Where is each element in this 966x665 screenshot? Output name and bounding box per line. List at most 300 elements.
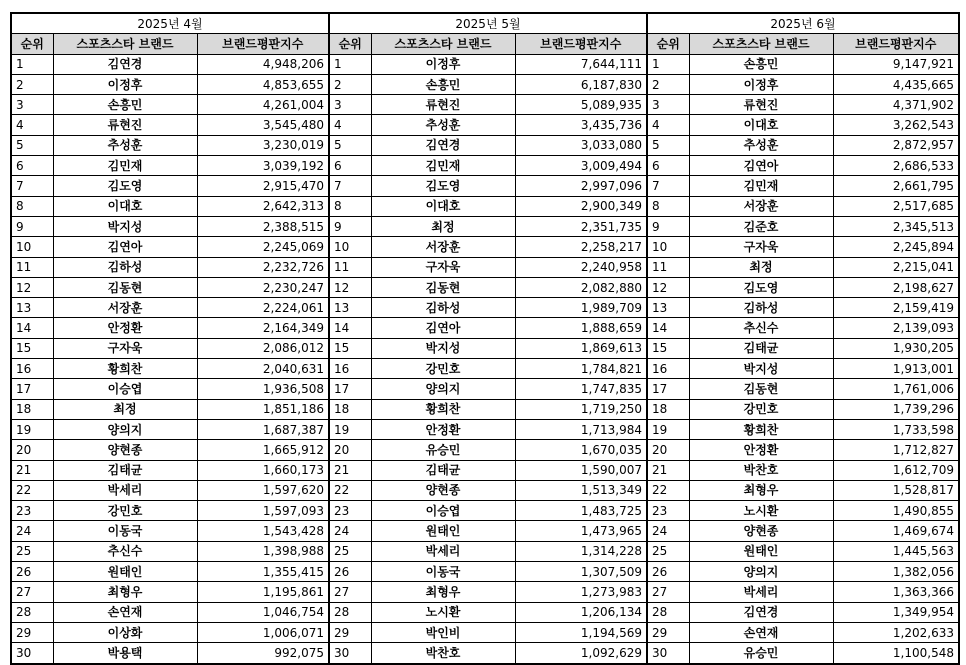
brand-index-cell: 1,528,817	[833, 480, 959, 500]
rank-header: 순위	[329, 34, 371, 54]
index-header: 브랜드평판지수	[197, 34, 329, 54]
brand-index-cell: 2,997,096	[515, 176, 647, 196]
brand-index-cell: 1,851,186	[197, 399, 329, 419]
rank-cell: 6	[329, 156, 371, 176]
brand-name-cell: 이정후	[689, 74, 833, 94]
brand-index-cell: 1,513,349	[515, 480, 647, 500]
brand-index-cell: 1,888,659	[515, 318, 647, 338]
rank-cell: 3	[329, 95, 371, 115]
brand-index-cell: 4,261,004	[197, 95, 329, 115]
rank-cell: 16	[329, 359, 371, 379]
brand-name-cell: 박찬호	[689, 460, 833, 480]
brand-index-cell: 1,913,001	[833, 359, 959, 379]
brand-index-cell: 1,739,296	[833, 399, 959, 419]
rank-cell: 30	[329, 643, 371, 664]
brand-name-cell: 김태균	[53, 460, 197, 480]
table-row	[11, 115, 959, 135]
brand-index-cell: 1,719,250	[515, 399, 647, 419]
rank-cell: 10	[647, 237, 689, 257]
brand-index-cell: 1,665,912	[197, 440, 329, 460]
brand-index-cell: 1,046,754	[197, 602, 329, 622]
rank-cell: 8	[647, 196, 689, 216]
brand-index-cell: 2,224,061	[197, 298, 329, 318]
rank-cell: 17	[647, 379, 689, 399]
table-row	[11, 419, 959, 439]
rank-cell: 29	[11, 622, 53, 642]
rank-cell: 9	[647, 216, 689, 236]
brand-name-cell: 박지성	[371, 338, 515, 358]
brand-name-cell: 안정환	[689, 440, 833, 460]
rank-cell: 17	[11, 379, 53, 399]
brand-name-cell: 추성훈	[371, 115, 515, 135]
rank-cell: 11	[329, 257, 371, 277]
rank-cell: 21	[11, 460, 53, 480]
brand-name-cell: 원태인	[689, 541, 833, 561]
brand-name-cell: 김도영	[689, 277, 833, 297]
brand-index-cell: 1,307,509	[515, 562, 647, 582]
brand-name-cell: 김하성	[53, 257, 197, 277]
brand-name-cell: 강민호	[53, 501, 197, 521]
brand-index-cell: 3,545,480	[197, 115, 329, 135]
rank-cell: 22	[11, 480, 53, 500]
column-header-row	[11, 34, 959, 54]
rank-cell: 19	[329, 419, 371, 439]
table-row	[11, 176, 959, 196]
brand-name-cell: 박세리	[371, 541, 515, 561]
brand-index-cell: 1,092,629	[515, 643, 647, 664]
brand-index-cell: 1,100,548	[833, 643, 959, 664]
rank-cell: 16	[647, 359, 689, 379]
brand-index-cell: 2,351,735	[515, 216, 647, 236]
rank-cell: 8	[329, 196, 371, 216]
brand-index-cell: 1,747,835	[515, 379, 647, 399]
brand-name-cell: 추성훈	[689, 135, 833, 155]
table-row	[11, 582, 959, 602]
brand-index-cell: 1,713,984	[515, 419, 647, 439]
rank-cell: 14	[11, 318, 53, 338]
rank-cell: 2	[647, 74, 689, 94]
brand-index-cell: 1,273,983	[515, 582, 647, 602]
table-row	[11, 460, 959, 480]
brand-name-cell: 안정환	[371, 419, 515, 439]
brand-index-cell: 2,139,093	[833, 318, 959, 338]
brand-index-cell: 1,733,598	[833, 419, 959, 439]
brand-header: 스포츠스타 브랜드	[371, 34, 515, 54]
brand-name-cell: 최정	[371, 216, 515, 236]
rank-cell: 21	[329, 460, 371, 480]
brand-index-cell: 1,597,093	[197, 501, 329, 521]
brand-index-cell: 2,642,313	[197, 196, 329, 216]
brand-name-cell: 김연아	[371, 318, 515, 338]
brand-index-cell: 1,712,827	[833, 440, 959, 460]
brand-index-cell: 2,388,515	[197, 216, 329, 236]
brand-index-cell: 1,349,954	[833, 602, 959, 622]
brand-name-cell: 박세리	[689, 582, 833, 602]
brand-index-cell: 3,262,543	[833, 115, 959, 135]
rank-cell: 9	[329, 216, 371, 236]
brand-index-cell: 6,187,830	[515, 74, 647, 94]
brand-index-cell: 1,989,709	[515, 298, 647, 318]
brand-index-cell: 2,159,419	[833, 298, 959, 318]
table-row	[11, 135, 959, 155]
brand-name-cell: 김도영	[53, 176, 197, 196]
rank-cell: 28	[329, 602, 371, 622]
brand-name-cell: 손흥민	[371, 74, 515, 94]
brand-name-cell: 이동국	[371, 562, 515, 582]
brand-index-cell: 1,398,988	[197, 541, 329, 561]
rank-header: 순위	[11, 34, 53, 54]
brand-index-cell: 1,202,633	[833, 622, 959, 642]
table-row	[11, 216, 959, 236]
rank-cell: 24	[329, 521, 371, 541]
rank-cell: 12	[11, 277, 53, 297]
brand-name-cell: 박인비	[371, 622, 515, 642]
brand-index-cell: 4,948,206	[197, 54, 329, 74]
brand-index-cell: 2,661,795	[833, 176, 959, 196]
brand-name-cell: 구자욱	[371, 257, 515, 277]
brand-index-cell: 3,039,192	[197, 156, 329, 176]
period-may: 2025년 5월	[329, 13, 647, 34]
table-row	[11, 379, 959, 399]
brand-name-cell: 김민재	[689, 176, 833, 196]
brand-index-cell: 1,483,725	[515, 501, 647, 521]
rank-cell: 25	[11, 541, 53, 561]
table-row	[11, 196, 959, 216]
brand-index-cell: 1,473,965	[515, 521, 647, 541]
table-row	[11, 440, 959, 460]
table-row	[11, 156, 959, 176]
table-row	[11, 521, 959, 541]
brand-header: 스포츠스타 브랜드	[689, 34, 833, 54]
brand-index-cell: 2,245,894	[833, 237, 959, 257]
brand-index-cell: 5,089,935	[515, 95, 647, 115]
brand-name-cell: 서장훈	[53, 298, 197, 318]
brand-reputation-table	[10, 12, 960, 665]
brand-header: 스포츠스타 브랜드	[53, 34, 197, 54]
rank-cell: 7	[647, 176, 689, 196]
rank-cell: 18	[647, 399, 689, 419]
brand-name-cell: 손연재	[53, 602, 197, 622]
rank-cell: 28	[647, 602, 689, 622]
rank-cell: 4	[329, 115, 371, 135]
brand-name-cell: 김동현	[371, 277, 515, 297]
rank-header: 순위	[647, 34, 689, 54]
rank-cell: 5	[11, 135, 53, 155]
table-row	[11, 399, 959, 419]
rank-cell: 2	[11, 74, 53, 94]
rank-cell: 27	[11, 582, 53, 602]
brand-index-cell: 2,900,349	[515, 196, 647, 216]
brand-name-cell: 김동현	[53, 277, 197, 297]
brand-index-cell: 2,686,533	[833, 156, 959, 176]
rank-cell: 12	[329, 277, 371, 297]
brand-name-cell: 박용택	[53, 643, 197, 664]
brand-name-cell: 원태인	[371, 521, 515, 541]
rank-cell: 7	[11, 176, 53, 196]
brand-name-cell: 양현종	[371, 480, 515, 500]
rank-cell: 29	[329, 622, 371, 642]
brand-name-cell: 서장훈	[689, 196, 833, 216]
brand-name-cell: 강민호	[371, 359, 515, 379]
brand-name-cell: 이승엽	[53, 379, 197, 399]
period-april: 2025년 4월	[11, 13, 329, 34]
table-row	[11, 338, 959, 358]
brand-index-cell: 1,687,387	[197, 419, 329, 439]
brand-index-cell: 1,660,173	[197, 460, 329, 480]
rank-cell: 14	[329, 318, 371, 338]
table-row	[11, 622, 959, 642]
rank-cell: 11	[647, 257, 689, 277]
period-june: 2025년 6월	[647, 13, 959, 34]
rank-cell: 28	[11, 602, 53, 622]
table-row	[11, 237, 959, 257]
rank-cell: 24	[11, 521, 53, 541]
table-row	[11, 480, 959, 500]
index-header: 브랜드평판지수	[515, 34, 647, 54]
table-row	[11, 54, 959, 74]
brand-index-cell: 2,198,627	[833, 277, 959, 297]
brand-index-cell: 4,371,902	[833, 95, 959, 115]
rank-cell: 10	[11, 237, 53, 257]
brand-name-cell: 추신수	[689, 318, 833, 338]
brand-index-cell: 1,670,035	[515, 440, 647, 460]
ranking-rows	[11, 54, 959, 663]
brand-index-cell: 7,644,111	[515, 54, 647, 74]
brand-index-cell: 1,314,228	[515, 541, 647, 561]
brand-name-cell: 최정	[689, 257, 833, 277]
rank-cell: 20	[11, 440, 53, 460]
rank-cell: 29	[647, 622, 689, 642]
rank-cell: 2	[329, 74, 371, 94]
rank-cell: 5	[647, 135, 689, 155]
brand-index-cell: 1,382,056	[833, 562, 959, 582]
brand-name-cell: 최정	[53, 399, 197, 419]
brand-name-cell: 김연경	[689, 602, 833, 622]
rank-cell: 16	[11, 359, 53, 379]
brand-name-cell: 양현종	[53, 440, 197, 460]
brand-name-cell: 손연재	[689, 622, 833, 642]
index-header: 브랜드평판지수	[833, 34, 959, 54]
rank-cell: 26	[329, 562, 371, 582]
rank-cell: 25	[329, 541, 371, 561]
brand-index-cell: 1,597,620	[197, 480, 329, 500]
brand-name-cell: 손흥민	[53, 95, 197, 115]
brand-name-cell: 최형우	[53, 582, 197, 602]
brand-name-cell: 박지성	[53, 216, 197, 236]
rank-cell: 7	[329, 176, 371, 196]
table-row	[11, 95, 959, 115]
brand-index-cell: 2,872,957	[833, 135, 959, 155]
rank-cell: 4	[11, 115, 53, 135]
rank-cell: 26	[647, 562, 689, 582]
rank-cell: 15	[329, 338, 371, 358]
rank-cell: 22	[647, 480, 689, 500]
brand-name-cell: 원태인	[53, 562, 197, 582]
brand-name-cell: 강민호	[689, 399, 833, 419]
rank-cell: 30	[11, 643, 53, 664]
rank-cell: 19	[647, 419, 689, 439]
brand-name-cell: 양현종	[689, 521, 833, 541]
brand-index-cell: 2,517,685	[833, 196, 959, 216]
brand-name-cell: 이대호	[689, 115, 833, 135]
brand-name-cell: 황희찬	[371, 399, 515, 419]
brand-name-cell: 이상화	[53, 622, 197, 642]
brand-name-cell: 박지성	[689, 359, 833, 379]
brand-index-cell: 3,033,080	[515, 135, 647, 155]
brand-name-cell: 김하성	[689, 298, 833, 318]
rank-cell: 15	[647, 338, 689, 358]
rank-cell: 13	[11, 298, 53, 318]
table-row	[11, 298, 959, 318]
brand-name-cell: 김연경	[53, 54, 197, 74]
brand-index-cell: 1,195,861	[197, 582, 329, 602]
brand-index-cell: 1,006,071	[197, 622, 329, 642]
brand-name-cell: 추성훈	[53, 135, 197, 155]
rank-cell: 3	[647, 95, 689, 115]
rank-cell: 24	[647, 521, 689, 541]
table-row	[11, 541, 959, 561]
brand-index-cell: 2,082,880	[515, 277, 647, 297]
brand-index-cell: 4,435,665	[833, 74, 959, 94]
brand-index-cell: 2,245,069	[197, 237, 329, 257]
brand-name-cell: 김동현	[689, 379, 833, 399]
brand-index-cell: 3,009,494	[515, 156, 647, 176]
brand-index-cell: 2,230,247	[197, 277, 329, 297]
rank-cell: 18	[11, 399, 53, 419]
rank-cell: 9	[11, 216, 53, 236]
rank-cell: 13	[329, 298, 371, 318]
brand-index-cell: 1,543,428	[197, 521, 329, 541]
rank-cell: 26	[11, 562, 53, 582]
brand-name-cell: 김민재	[53, 156, 197, 176]
brand-index-cell: 2,345,513	[833, 216, 959, 236]
brand-name-cell: 이정후	[371, 54, 515, 74]
rank-cell: 21	[647, 460, 689, 480]
rank-cell: 23	[647, 501, 689, 521]
rank-cell: 1	[647, 54, 689, 74]
brand-index-cell: 2,915,470	[197, 176, 329, 196]
brand-index-cell: 2,232,726	[197, 257, 329, 277]
brand-index-cell: 1,355,415	[197, 562, 329, 582]
brand-name-cell: 서장훈	[371, 237, 515, 257]
brand-index-cell: 2,215,041	[833, 257, 959, 277]
brand-index-cell: 1,761,006	[833, 379, 959, 399]
rank-cell: 14	[647, 318, 689, 338]
table-row	[11, 359, 959, 379]
rank-cell: 6	[11, 156, 53, 176]
rank-cell: 1	[11, 54, 53, 74]
brand-name-cell: 구자욱	[53, 338, 197, 358]
table-row	[11, 562, 959, 582]
rank-cell: 19	[11, 419, 53, 439]
rank-cell: 4	[647, 115, 689, 135]
brand-name-cell: 노시환	[371, 602, 515, 622]
brand-name-cell: 김연아	[53, 237, 197, 257]
rank-cell: 20	[647, 440, 689, 460]
brand-name-cell: 황희찬	[689, 419, 833, 439]
brand-index-cell: 992,075	[197, 643, 329, 664]
brand-name-cell: 최형우	[689, 480, 833, 500]
rank-cell: 22	[329, 480, 371, 500]
brand-name-cell: 최형우	[371, 582, 515, 602]
table-row	[11, 602, 959, 622]
brand-name-cell: 노시환	[689, 501, 833, 521]
brand-reputation-sheet	[10, 12, 958, 665]
brand-name-cell: 이승엽	[371, 501, 515, 521]
rank-cell: 1	[329, 54, 371, 74]
brand-index-cell: 1,930,205	[833, 338, 959, 358]
brand-index-cell: 2,040,631	[197, 359, 329, 379]
rank-cell: 10	[329, 237, 371, 257]
brand-index-cell: 9,147,921	[833, 54, 959, 74]
brand-index-cell: 2,258,217	[515, 237, 647, 257]
table-row	[11, 318, 959, 338]
brand-index-cell: 1,445,563	[833, 541, 959, 561]
table-row	[11, 277, 959, 297]
table-row	[11, 501, 959, 521]
brand-index-cell: 1,490,855	[833, 501, 959, 521]
rank-cell: 6	[647, 156, 689, 176]
brand-index-cell: 1,363,366	[833, 582, 959, 602]
brand-index-cell: 1,869,613	[515, 338, 647, 358]
brand-name-cell: 안정환	[53, 318, 197, 338]
brand-name-cell: 유승민	[371, 440, 515, 460]
brand-index-cell: 1,784,821	[515, 359, 647, 379]
brand-name-cell: 박찬호	[371, 643, 515, 664]
rank-cell: 11	[11, 257, 53, 277]
brand-name-cell: 김민재	[371, 156, 515, 176]
rank-cell: 17	[329, 379, 371, 399]
brand-name-cell: 류현진	[371, 95, 515, 115]
brand-index-cell: 1,590,007	[515, 460, 647, 480]
rank-cell: 3	[11, 95, 53, 115]
brand-name-cell: 김도영	[371, 176, 515, 196]
rank-cell: 15	[11, 338, 53, 358]
brand-index-cell: 2,240,958	[515, 257, 647, 277]
rank-cell: 18	[329, 399, 371, 419]
rank-cell: 23	[329, 501, 371, 521]
rank-cell: 13	[647, 298, 689, 318]
brand-index-cell: 4,853,655	[197, 74, 329, 94]
brand-name-cell: 양의지	[689, 562, 833, 582]
brand-name-cell: 박세리	[53, 480, 197, 500]
brand-name-cell: 류현진	[53, 115, 197, 135]
brand-name-cell: 이정후	[53, 74, 197, 94]
rank-cell: 23	[11, 501, 53, 521]
table-row	[11, 74, 959, 94]
rank-cell: 8	[11, 196, 53, 216]
brand-name-cell: 김준호	[689, 216, 833, 236]
brand-name-cell: 김태균	[689, 338, 833, 358]
brand-index-cell: 2,086,012	[197, 338, 329, 358]
brand-index-cell: 1,206,134	[515, 602, 647, 622]
brand-index-cell: 1,469,674	[833, 521, 959, 541]
brand-name-cell: 추신수	[53, 541, 197, 561]
brand-index-cell: 1,194,569	[515, 622, 647, 642]
brand-index-cell: 3,230,019	[197, 135, 329, 155]
period-header-row	[11, 13, 959, 34]
rank-cell: 27	[329, 582, 371, 602]
brand-name-cell: 유승민	[689, 643, 833, 664]
brand-name-cell: 이동국	[53, 521, 197, 541]
brand-name-cell: 김하성	[371, 298, 515, 318]
brand-name-cell: 김연아	[689, 156, 833, 176]
brand-name-cell: 손흥민	[689, 54, 833, 74]
brand-index-cell: 2,164,349	[197, 318, 329, 338]
brand-index-cell: 1,936,508	[197, 379, 329, 399]
table-row	[11, 257, 959, 277]
brand-name-cell: 이대호	[371, 196, 515, 216]
